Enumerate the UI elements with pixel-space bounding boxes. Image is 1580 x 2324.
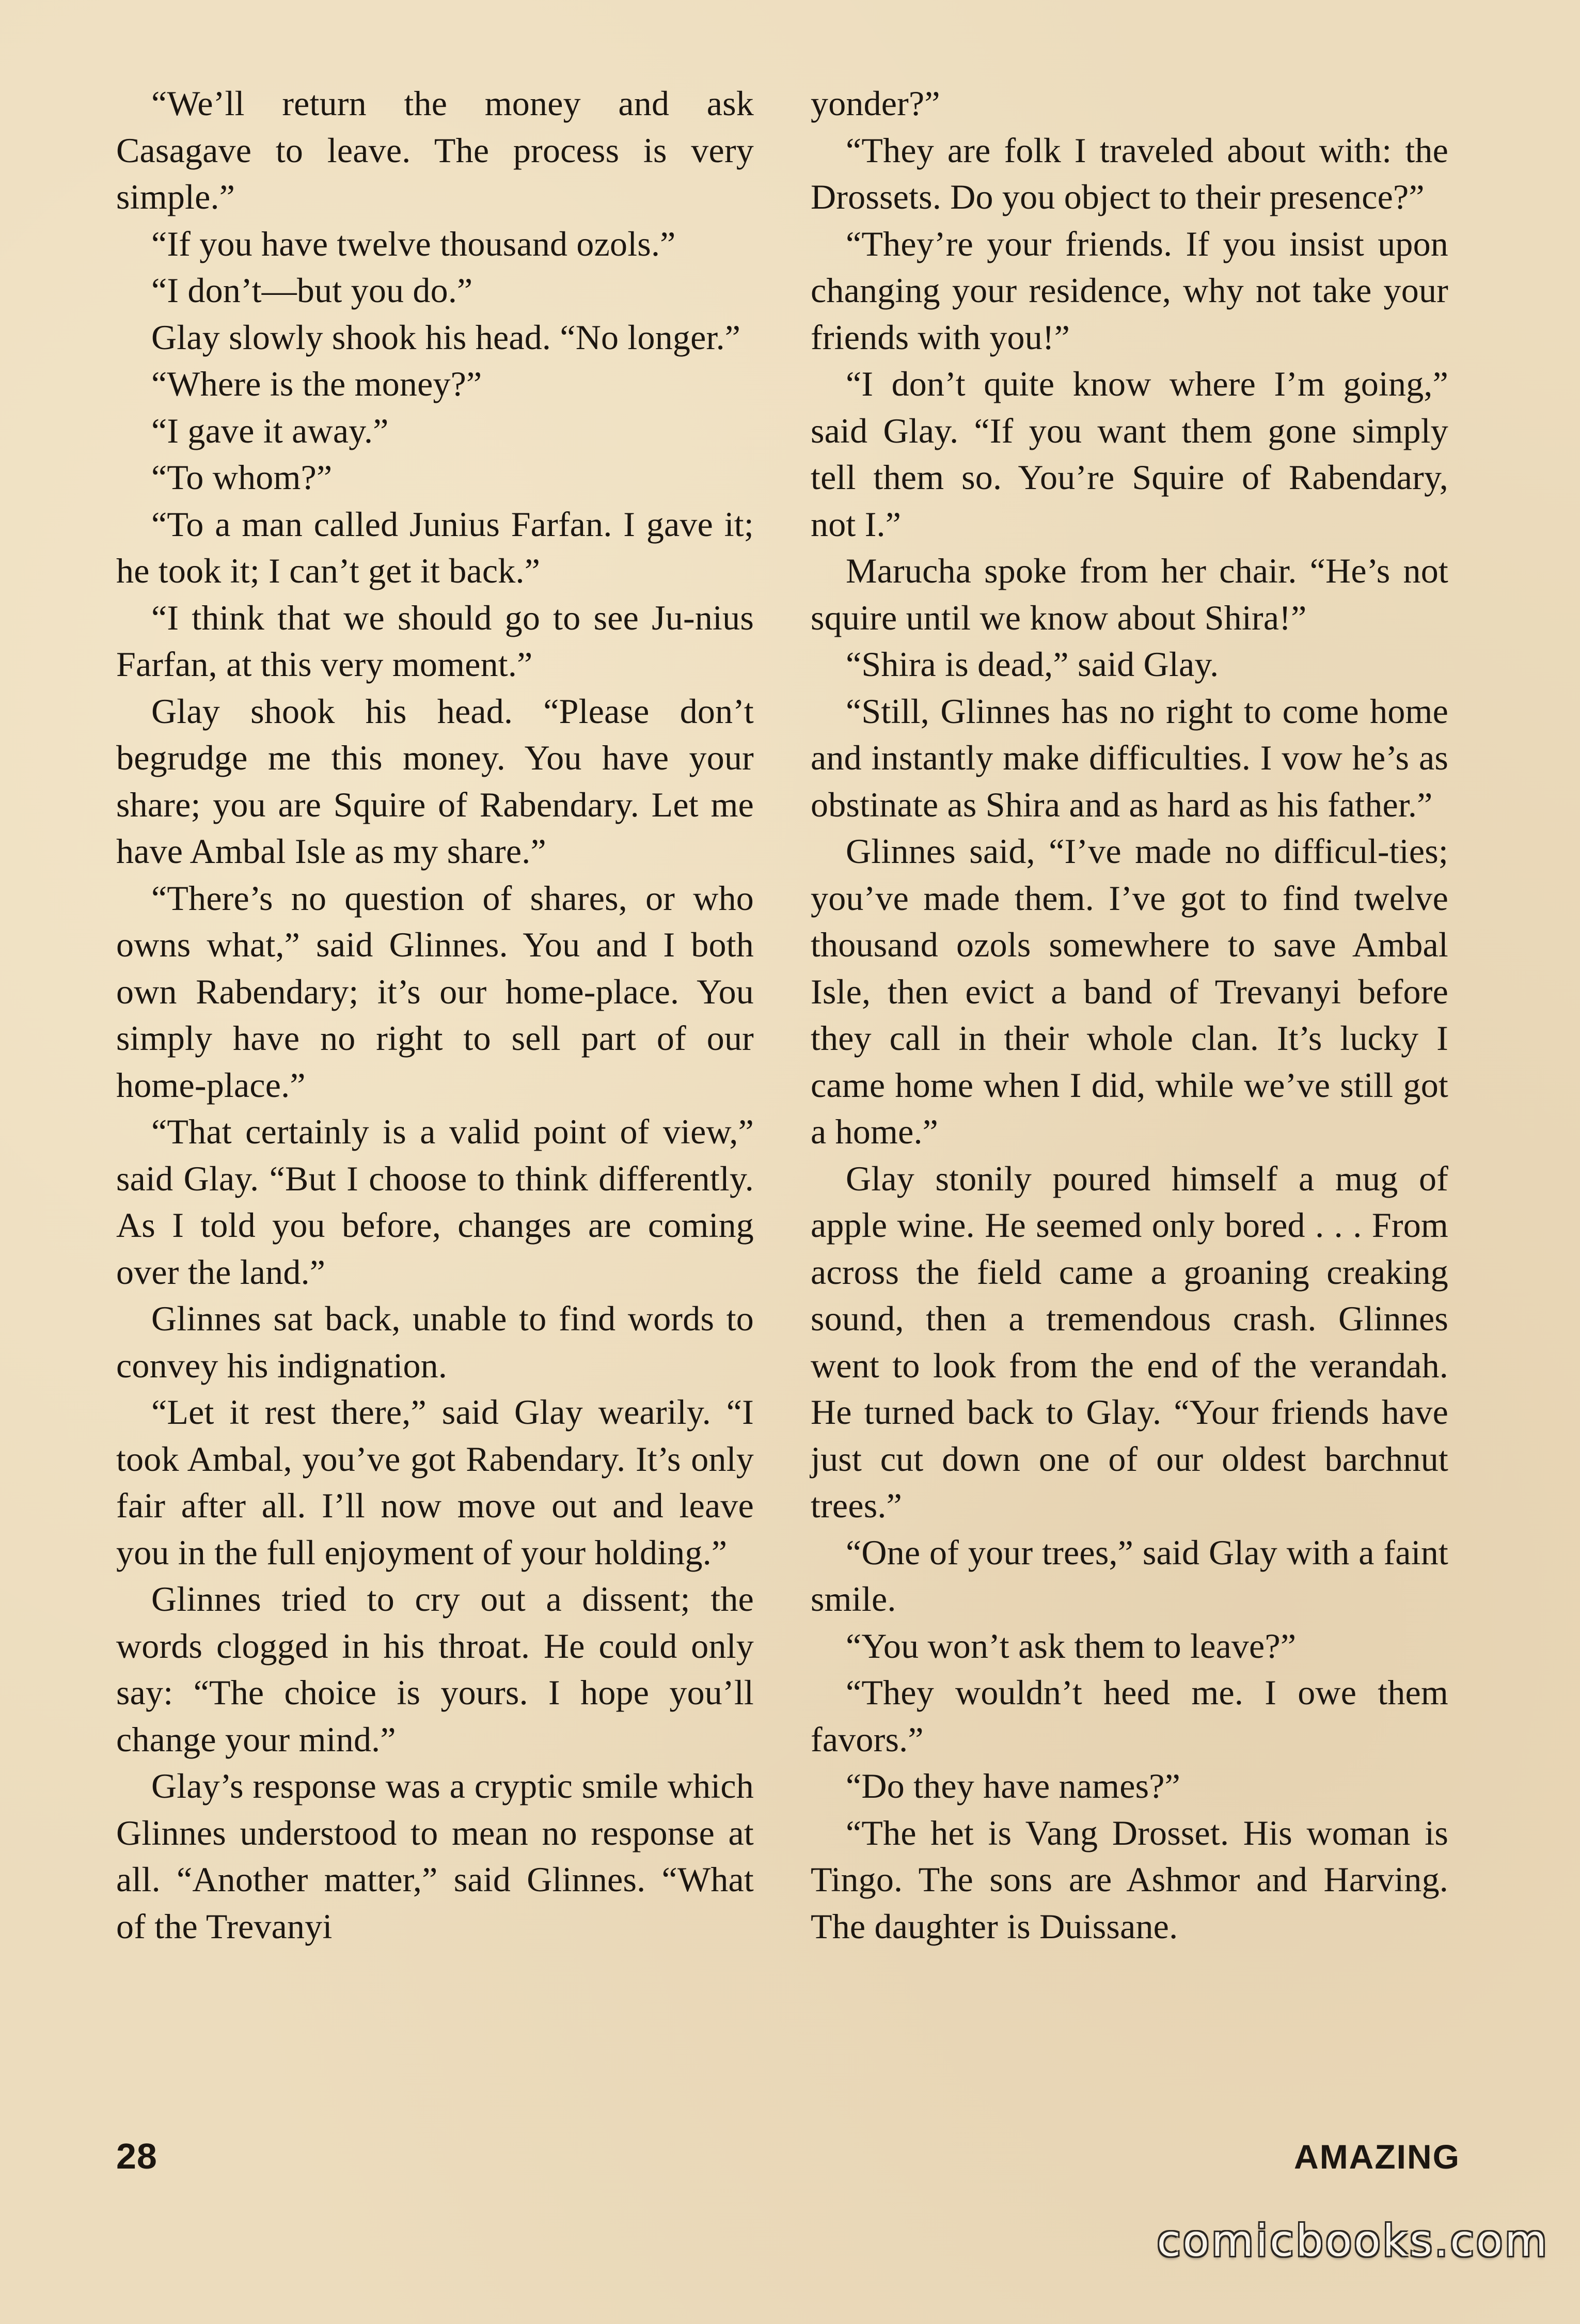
- paragraph: “They wouldn’t heed me. I owe them favors.”: [811, 1673, 1448, 1759]
- paragraph: “Where is the money?”: [151, 364, 482, 403]
- paragraph: “We’ll return the money and ask Casagave to leave. The process is very simple.”: [116, 84, 754, 216]
- right-text-column: [811, 80, 1448, 1950]
- paragraph: Glinnes said, “I’ve made no difficul-ties; you’ve made them. I’ve got to find twelve thousand ozols somewhere to save Ambal Isle, then evict a band of Trevanyi before they call in their whole clan. It’s lucky I came home when I did, while we’ve still got a home.”: [811, 831, 1448, 1151]
- paragraph: “One of your trees,” said Glay with a faint smile.: [811, 1532, 1448, 1619]
- paragraph: “Do they have names?”: [846, 1766, 1181, 1805]
- paragraph: “Still, Glinnes has no right to come home and instantly make difficulties. I vow he’s as obstinate as Shira and as hard as his father.”: [811, 691, 1448, 824]
- paragraph: Glinnes tried to cry out a dissent; the words clogged in his throat. He could only say: “The choice is yours. I hope you’ll change your mind.”: [116, 1579, 754, 1759]
- left-text-column: [116, 80, 754, 1950]
- paragraph: Glay’s response was a cryptic smile which Glinnes understood to mean no response at all. “Another matter,” said Glinnes. “What of the Trevanyi: [116, 1766, 754, 1946]
- paragraph: “The het is Vang Drosset. His woman is Tingo. The sons are Ashmor and Harving. The daughter is Duissane.: [811, 1813, 1448, 1946]
- paragraph: “You won’t ask them to leave?”: [846, 1626, 1297, 1666]
- paragraph: yonder?”: [811, 84, 940, 123]
- paragraph: “Let it rest there,” said Glay wearily. “I took Ambal, you’ve got Rabendary. It’s only fair after all. I’ll now move out and leave you in the full enjoyment of your holding.”: [116, 1392, 754, 1572]
- paragraph: Marucha spoke from her chair. “He’s not squire until we know about Shira!”: [811, 551, 1448, 637]
- paragraph: Glinnes sat back, unable to find words to convey his indignation.: [116, 1299, 754, 1385]
- magazine-title: AMAZING: [1294, 2138, 1460, 2176]
- watermark: comicbooks.com: [1157, 2216, 1549, 2266]
- paragraph: “If you have twelve thousand ozols.”: [151, 224, 676, 263]
- paragraph: “I don’t—but you do.”: [151, 271, 473, 310]
- paragraph: “I don’t quite know where I’m going,” said Glay. “If you want them gone simply tell them so. You’re Squire of Rabendary, not I.”: [811, 364, 1448, 544]
- paragraph: “I think that we should go to see Ju-nius Farfan, at this very moment.”: [116, 598, 754, 684]
- paragraph: “To whom?”: [151, 458, 333, 497]
- paragraph: Glay slowly shook his head. “No longer.”: [151, 317, 741, 357]
- paragraph: “To a man called Junius Farfan. I gave it; he took it; I can’t get it back.”: [116, 504, 754, 590]
- paragraph: “There’s no question of shares, or who owns what,” said Glinnes. You and I both own Rabendary; it’s our home-place. You simply have no right to sell part of our home-place.”: [116, 878, 754, 1105]
- paragraph: “Shira is dead,” said Glay.: [846, 645, 1219, 684]
- paragraph: “They’re your friends. If you insist upon changing your residence, why not take your friends with you!”: [811, 224, 1448, 357]
- paragraph: “That certainly is a valid point of view,” said Glay. “But I choose to think differently. As I told you before, changes are coming over the land.”: [116, 1112, 754, 1292]
- paragraph: “I gave it away.”: [151, 411, 389, 450]
- paragraph: “They are folk I traveled about with: the Drossets. Do you object to their presence?”: [811, 130, 1448, 216]
- paragraph: Glay shook his head. “Please don’t begrudge me this money. You have your share; you are Squire of Rabendary. Let me have Ambal Isle as my share.”: [116, 691, 754, 871]
- paragraph: Glay stonily poured himself a mug of apple wine. He seemed only bored . . . From across the field came a groaning creaking sound, then a tremendous crash. Glinnes went to look from the end of the verandah. He turned back to Glay. “Your friends have just cut down one of our oldest barchnut trees.”: [811, 1158, 1448, 1525]
- page-number: 28: [116, 2136, 157, 2176]
